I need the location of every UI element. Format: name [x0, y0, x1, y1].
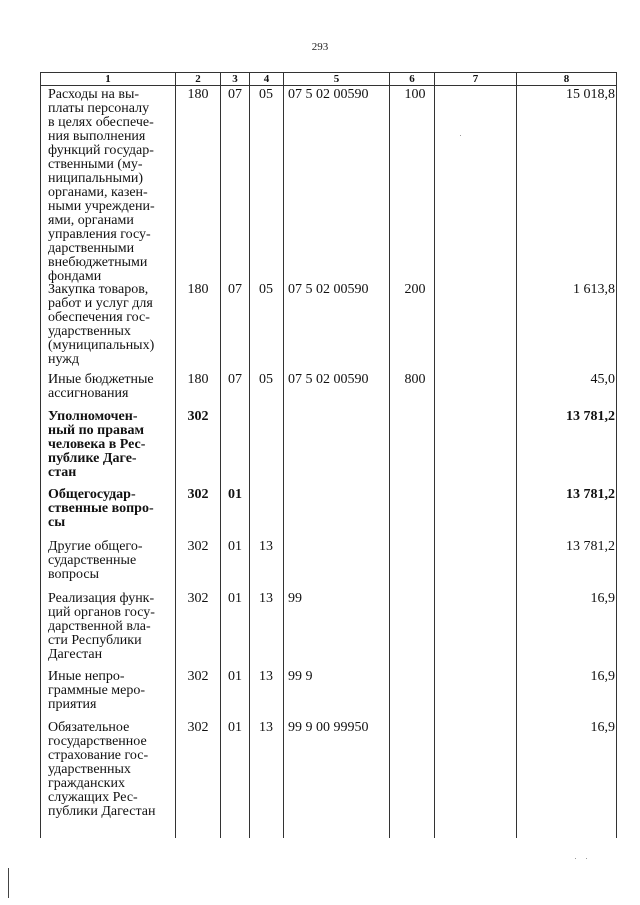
- scan-edge-mark: [8, 868, 9, 898]
- cell-col4: 05: [259, 372, 273, 387]
- cell-amount: 15 018,8: [566, 87, 615, 102]
- cell-amount: 45,0: [590, 372, 615, 387]
- table-right-border: [616, 72, 617, 838]
- row-description: Уполномочен- ный по правам человека в Рес- публике Даге- стан: [48, 409, 146, 480]
- table-left-border: [40, 72, 41, 838]
- cell-col5: 07 5 02 00590: [288, 282, 369, 297]
- row-description: Иные непро- граммные меро- приятия: [48, 669, 146, 712]
- cell-amount: 1 613,8: [573, 282, 615, 297]
- row-description: Обязательное государственное страхование гос- ударственных гражданских служащих Рес- публики Дагестан: [48, 720, 156, 819]
- column-header: 3: [232, 73, 238, 85]
- header-bottom-rule: [40, 85, 616, 86]
- column-divider: [220, 72, 221, 838]
- cell-col5: 99: [288, 591, 302, 606]
- cell-col2: 302: [187, 539, 209, 554]
- column-divider: [434, 72, 435, 838]
- cell-col2: 302: [187, 487, 209, 502]
- cell-col2: 302: [187, 669, 209, 684]
- cell-col3: 07: [228, 282, 242, 297]
- row-description: Иные бюджетные ассигнования: [48, 372, 154, 401]
- cell-col4: 13: [259, 720, 273, 735]
- cell-col2: 302: [187, 720, 209, 735]
- column-header: 6: [409, 73, 415, 85]
- cell-amount: 13 781,2: [566, 539, 615, 554]
- cell-col5: 99 9 00 99950: [288, 720, 369, 735]
- cell-col2: 302: [187, 591, 209, 606]
- row-description: Общегосудар- ственные вопро- сы: [48, 487, 154, 530]
- cell-col5: 07 5 02 00590: [288, 87, 369, 102]
- cell-col4: 05: [259, 87, 273, 102]
- column-header: 2: [195, 73, 201, 85]
- cell-col5: 07 5 02 00590: [288, 372, 369, 387]
- column-header: 5: [333, 73, 340, 85]
- cell-col3: 01: [228, 539, 242, 554]
- cell-col6: 800: [404, 372, 426, 387]
- cell-col3: 01: [228, 720, 242, 735]
- cell-col4: 13: [259, 669, 273, 684]
- cell-amount: 13 781,2: [566, 409, 615, 424]
- row-description: Расходы на вы- платы персоналу в целях обеспече- ния выполнения функций государ- ственными (му- ниципальными) органами, казен- ными учреждени- ями, органами управления госу- дарственными внебюджетными фондами: [48, 87, 155, 284]
- cell-col2: 180: [187, 372, 209, 387]
- cell-col3: 01: [228, 669, 242, 684]
- cell-col4: 05: [259, 282, 273, 297]
- cell-amount: 16,9: [590, 720, 615, 735]
- column-divider: [389, 72, 390, 838]
- column-header: 8: [563, 73, 570, 85]
- row-description: Реализация функ- ций органов госу- дарственной вла- сти Республики Дагестан: [48, 591, 155, 662]
- scan-speck: [586, 858, 587, 859]
- cell-col6: 100: [404, 87, 426, 102]
- cell-col3: 01: [228, 591, 242, 606]
- cell-col4: 13: [259, 539, 273, 554]
- cell-col2: 180: [187, 282, 209, 297]
- column-header: 1: [105, 73, 111, 85]
- cell-col3: 01: [228, 487, 242, 502]
- cell-amount: 13 781,2: [566, 487, 615, 502]
- column-divider: [283, 72, 284, 838]
- row-description: Закупка товаров, работ и услуг для обеспечения гос- ударственных (муниципальных) нужд: [48, 282, 155, 367]
- column-header: 7: [472, 73, 479, 85]
- scan-speck: [575, 858, 576, 859]
- page-number: 293: [311, 41, 329, 53]
- cell-amount: 16,9: [590, 591, 615, 606]
- cell-col6: 200: [404, 282, 426, 297]
- cell-col2: 302: [187, 409, 209, 424]
- cell-col3: 07: [228, 372, 242, 387]
- cell-col5: 99 9: [288, 669, 313, 684]
- cell-col4: 13: [259, 591, 273, 606]
- scan-speck: [460, 135, 461, 136]
- cell-col2: 180: [187, 87, 209, 102]
- row-description: Другие общего- сударственные вопросы: [48, 539, 143, 582]
- column-header: 4: [263, 73, 270, 85]
- cell-amount: 16,9: [590, 669, 615, 684]
- cell-col3: 07: [228, 87, 242, 102]
